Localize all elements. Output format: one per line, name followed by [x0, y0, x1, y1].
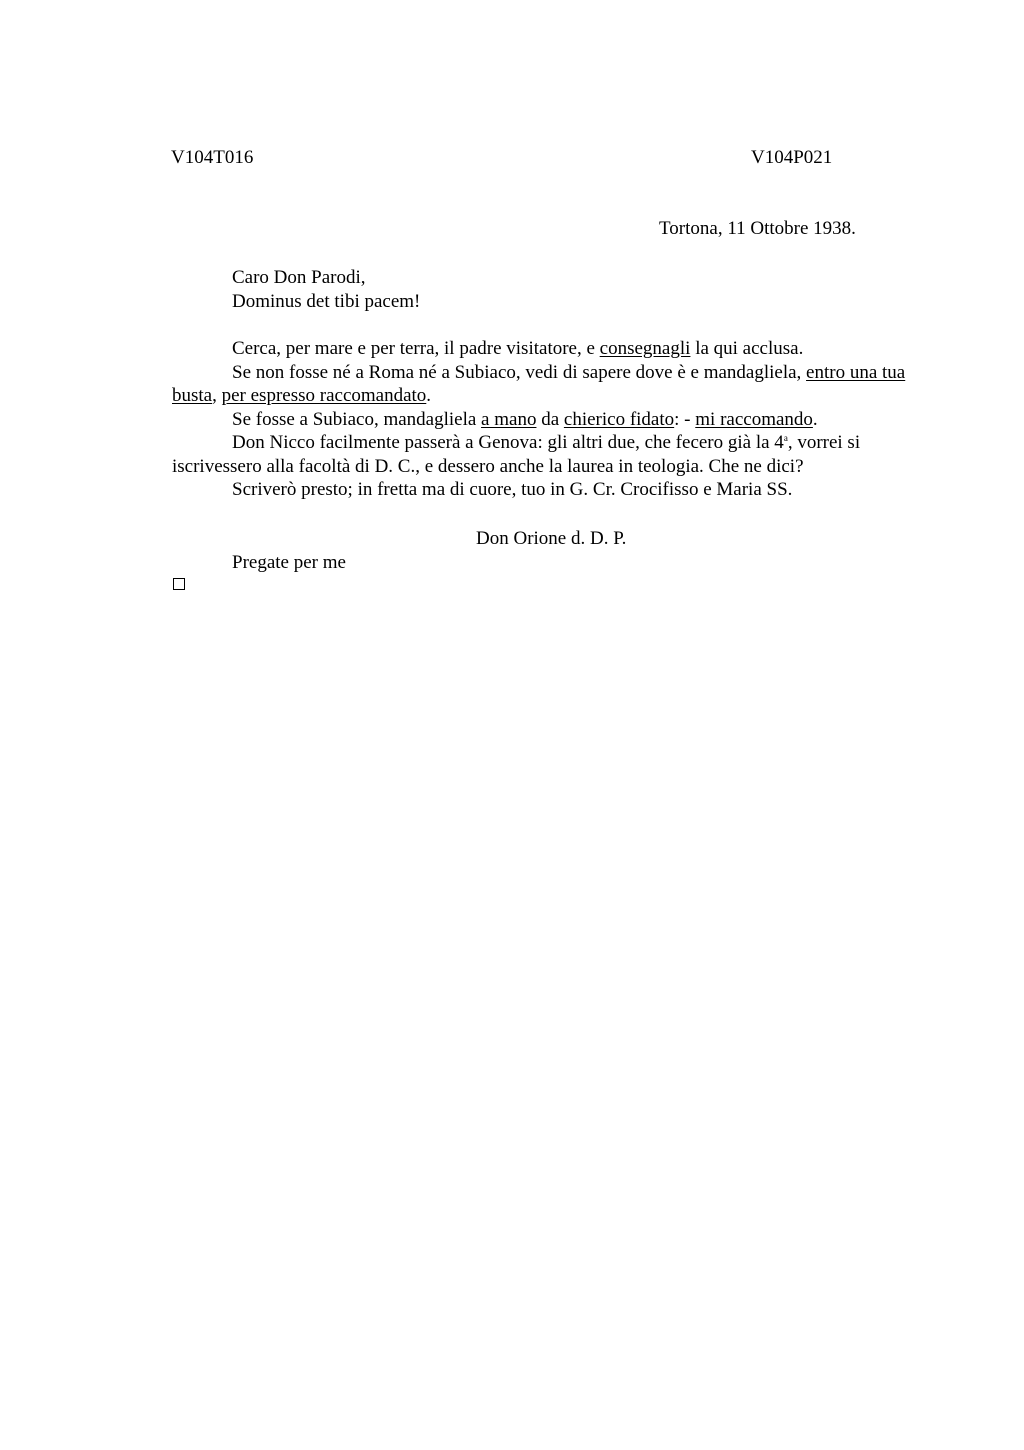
- paragraph-1: Cerca, per mare e per terra, il padre visitatore, e consegnagli la qui acclusa.: [232, 338, 804, 359]
- date-line: Tortona, 11 Ottobre 1938.: [659, 218, 856, 239]
- signature: Don Orione d. D. P.: [476, 528, 627, 549]
- left-code: V104T016: [171, 147, 254, 168]
- postscript: Pregate per me: [232, 552, 346, 573]
- paragraph-2: Se non fosse né a Roma né a Subiaco, vedi di sapere dove è e mandagliela, entro una tua busta, per espresso raccomandato.: [172, 361, 906, 406]
- right-code: V104P021: [751, 147, 833, 168]
- paragraph-4: Don Nicco facilmente passerà a Genova: gli altri due, che fecero già la 4$^a$, vorrei si iscrivessero alla facoltà di D. C., e dessero anche la laurea in teologia. Che ne dici?: [172, 432, 861, 477]
- salutation-line-1: Caro Don Parodi,: [232, 267, 366, 288]
- salutation-line-2: Dominus det tibi pacem!: [232, 291, 421, 312]
- paragraph-5: Scriverò presto; in fretta ma di cuore, tuo in G. Cr. Crocifisso e Maria SS.: [232, 479, 793, 500]
- paragraph-3: Se fosse a Subiaco, mandagliela a mano da chierico fidato: - mi raccomando.: [232, 408, 818, 430]
- checkbox-square-icon: [173, 578, 185, 590]
- letter-body: [172, 337, 924, 502]
